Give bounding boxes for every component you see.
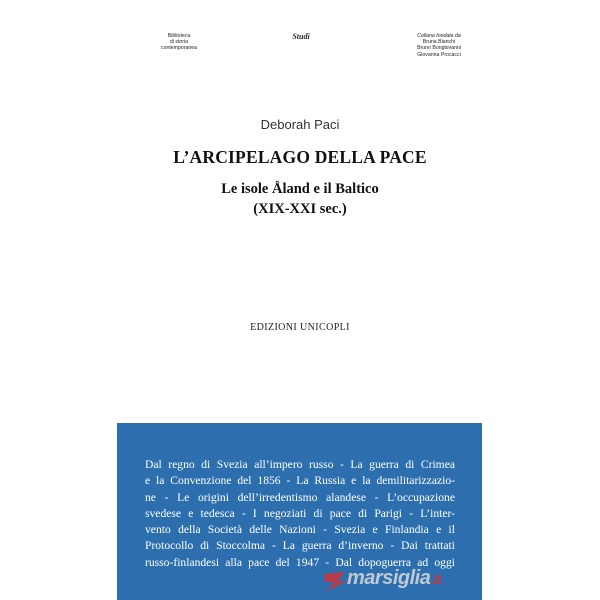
publisher-name: EDIZIONI UNICOPLI	[250, 322, 350, 333]
author-name: Deborah Paci	[260, 117, 340, 132]
series-label-center: Studi	[292, 32, 310, 41]
founder-name: Bruno Bongiovanni	[417, 45, 461, 52]
book-title: L’ARCIPELAGO DELLA PACE	[173, 147, 427, 167]
book-cover	[111, 0, 489, 600]
watermark-text	[347, 567, 441, 590]
series-label-left	[149, 33, 209, 52]
blurb-line: vento della Società delle Nazioni - Svezia e Finlandia e il	[145, 523, 455, 537]
subtitle-line: Le isole Åland e il Baltico	[221, 181, 379, 197]
watermark-name: marsiglia	[347, 567, 431, 589]
founder-name: Giovanna Procacci	[417, 51, 461, 58]
collana-label: Collana fondata da	[417, 33, 461, 39]
watermark-logo	[321, 566, 501, 598]
blurb-text	[145, 457, 455, 571]
blurb-line: ne - Le origini dell’irredentismo alandese - L’occupazione	[145, 490, 455, 504]
blurb-line: Dal regno di Svezia all’impero russo - La guerra di Crimea	[145, 458, 455, 471]
blurb-line: e la Convenzione del 1856 - La Russia e la demilitarizzazio-	[145, 474, 455, 488]
blurb-line: russo-finlandesi alla pace del 1947 - Dal dopoguerra ad oggi	[145, 555, 455, 569]
blurb-line: Protocollo di Stoccolma - La guerra d’inverno - Dai trattati	[145, 539, 455, 553]
series-left-line: contemporanea	[160, 45, 198, 52]
blurb-line: svedese e tedesca - I negoziati di pace di Parigi - L’inter-	[145, 506, 455, 520]
subtitle-line: (XIX-XXI sec.)	[253, 201, 347, 217]
series-left-line: Biblioteca	[167, 33, 191, 39]
book-subtitle	[111, 179, 489, 219]
series-left-line: di storia	[169, 39, 189, 46]
founder-name: Bruna Bianchi	[422, 39, 456, 46]
watermark-tld: .it	[430, 571, 442, 587]
series-label-right	[403, 33, 475, 58]
